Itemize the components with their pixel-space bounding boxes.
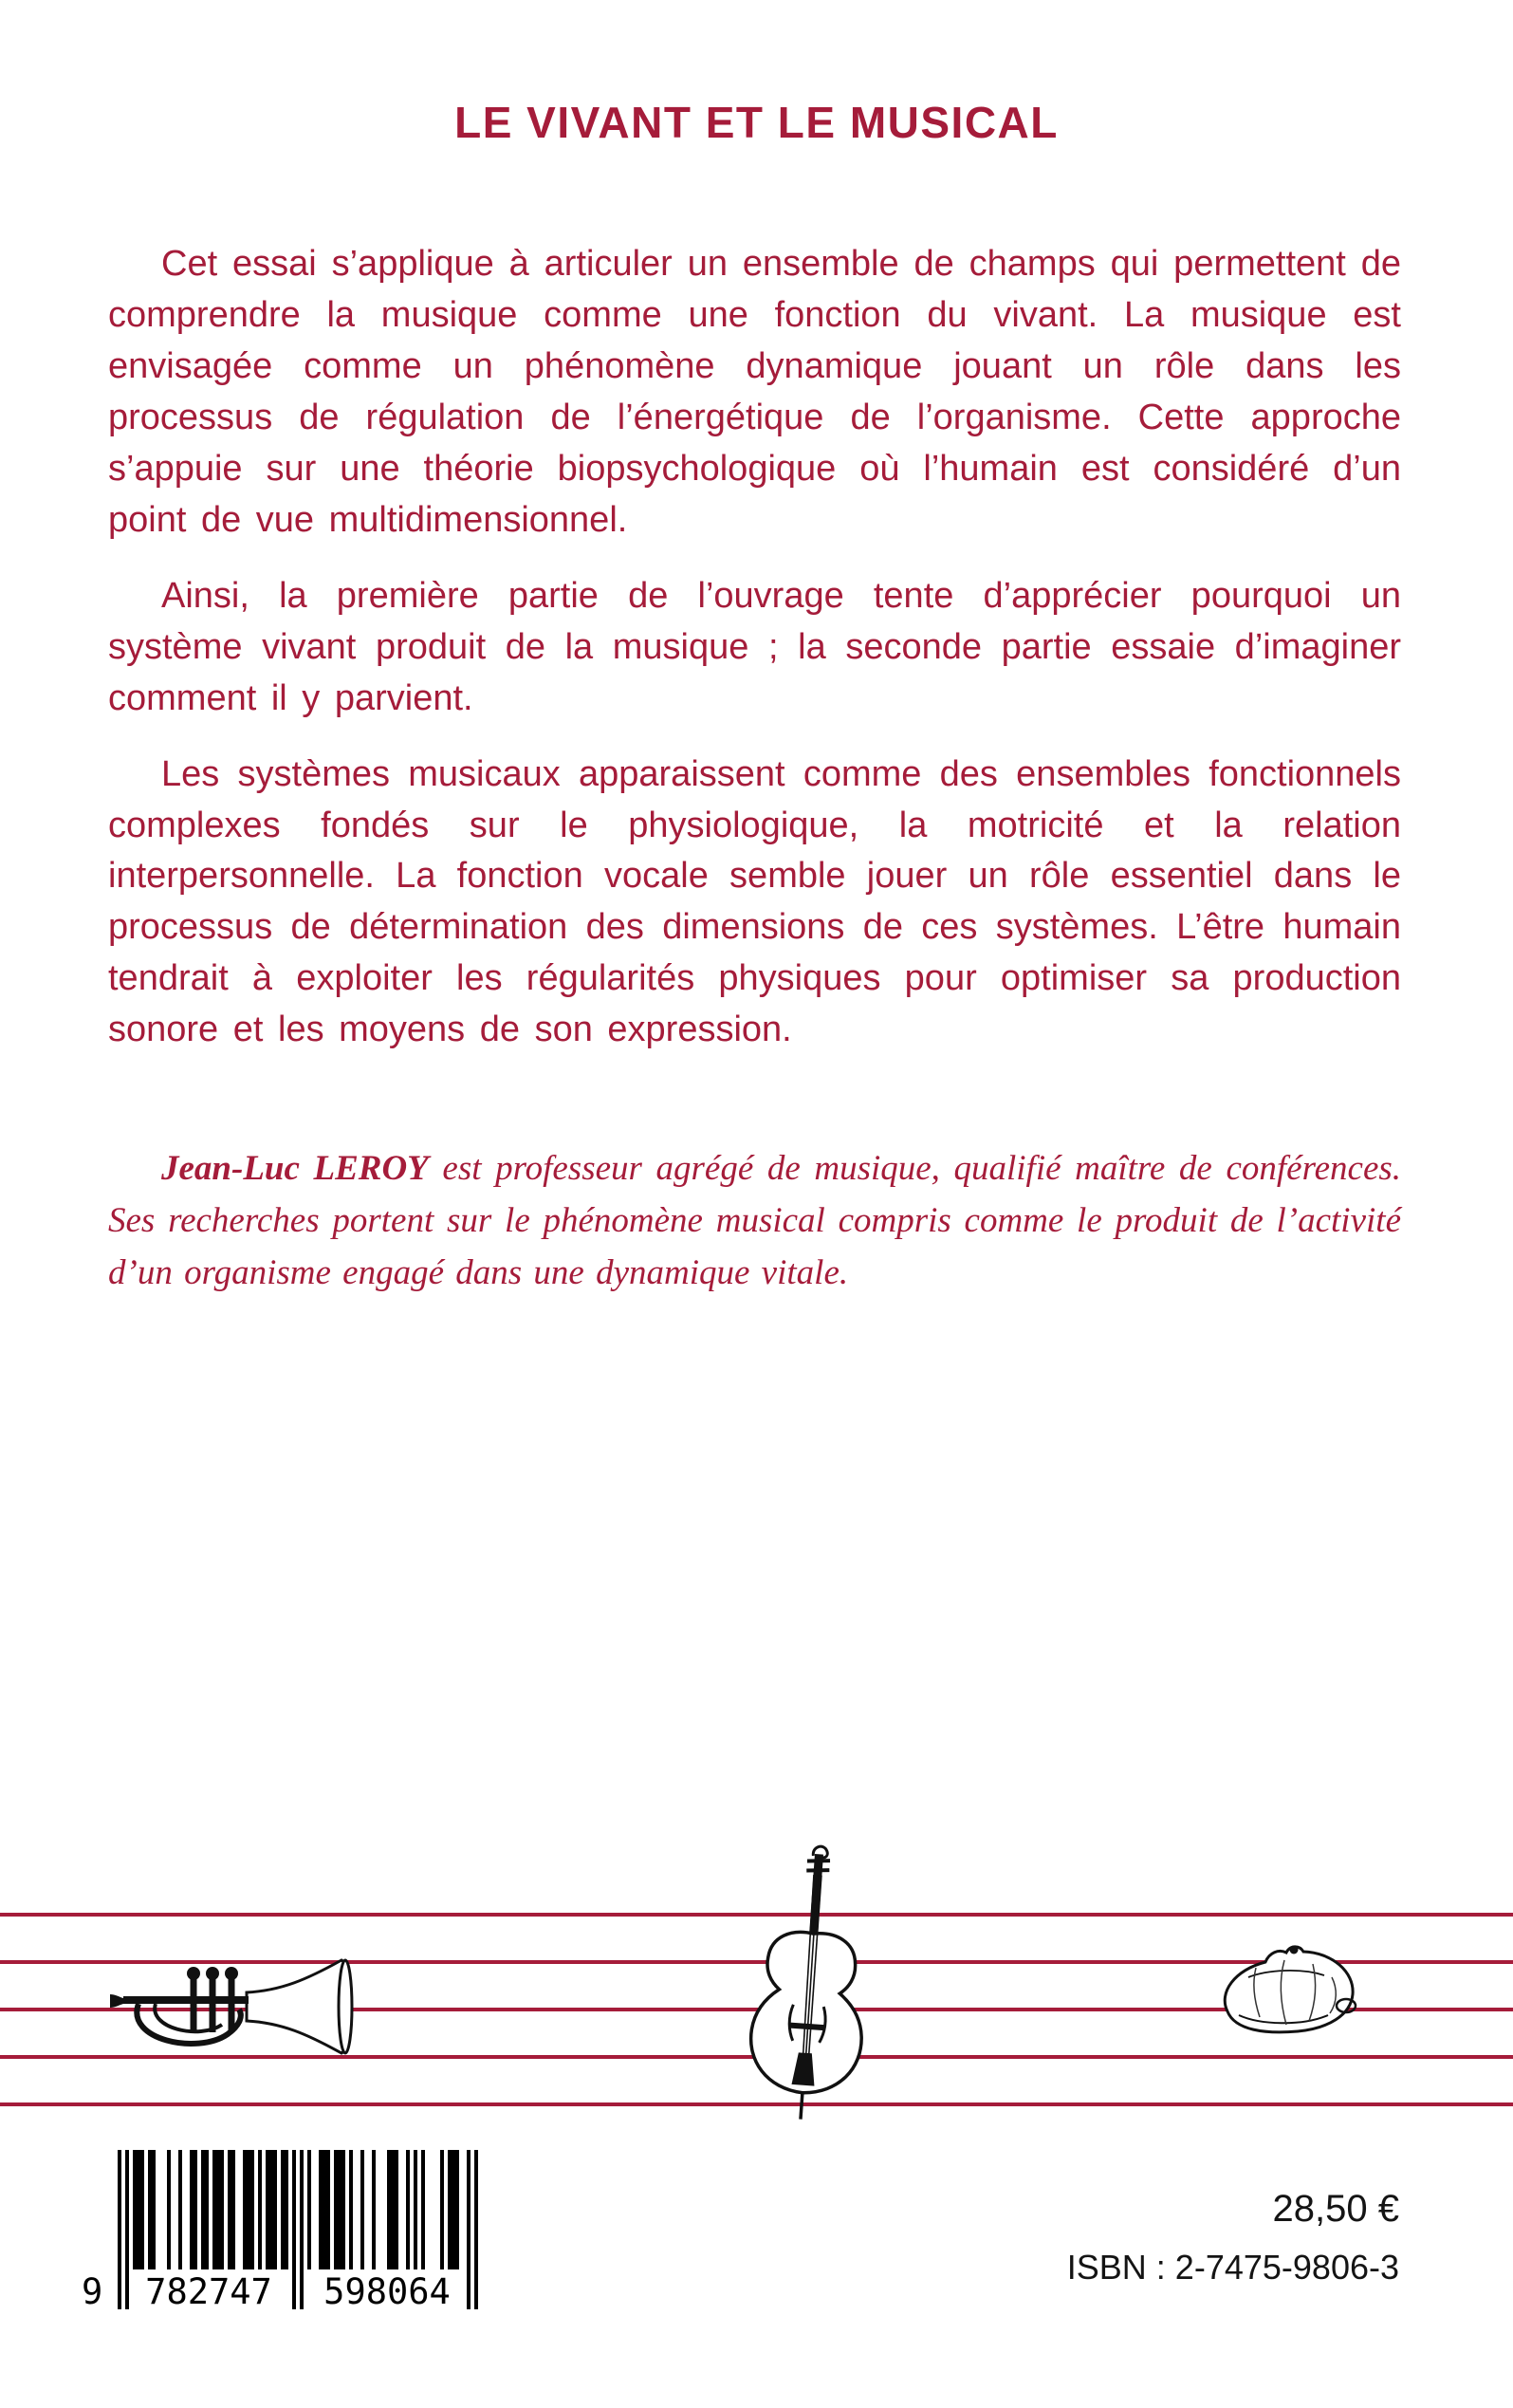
cello-icon [746, 1837, 875, 2129]
price: 28,50 € [1272, 2188, 1399, 2230]
barcode [82, 2150, 478, 2313]
book-title: LE VIVANT ET LE MUSICAL [454, 98, 1059, 147]
synopsis [108, 239, 1401, 1056]
author-name: Jean-Luc LEROY [161, 1149, 429, 1189]
beret-icon [1210, 1936, 1362, 2051]
synopsis-paragraph-2: Ainsi, la première partie de l’ouvrage tente d’apprécier pourquoi un système vivant produit de la musique ; la seconde partie essaie d’imaginer comment il y parvient. [108, 575, 1401, 718]
author-bio [108, 1143, 1401, 1299]
barcode-prefix-digit: 9 [82, 2271, 103, 2312]
isbn: ISBN : 2-7475-9806-3 [1066, 2248, 1399, 2287]
synopsis-paragraph-3: Les systèmes musicaux apparaissent comme des ensembles fonctionnels complexes fondés sur le physiologique, la motricité et la relation interpersonnelle. La fonction vocale semble jouer un rôle essentiel dans le processus de détermination des dimensions de ces systèmes. L’être humain tendrait à exploiter les régularités physiques pour optimiser sa production sonore et les moyens de son expression. [108, 753, 1401, 1050]
author-bio-text: est professeur agrégé de musique, qualifié maître de conférences. Ses recherches portent sur le phénomène musical compris comme le produit de l’activité d’un organisme engagé dans une dynamique vitale. [108, 1149, 1402, 1292]
trumpet-icon [106, 1945, 360, 2070]
price-isbn-block [1067, 2188, 1399, 2288]
barcode-digit-group-2: 598064 [309, 2271, 465, 2313]
synopsis-paragraph-1: Cet essai s’applique à articuler un ensemble de champs qui permettent de comprendre la musique comme une fonction du vivant. La musique est envisagée comme un phénomène dynamique jouant un rôle dans les processus de régulation de l’énergétique de l’organisme. Cette approche s’appuie sur une théorie biopsychologique où l’humain est considéré d’un point de vue multidimensionnel. [108, 244, 1401, 540]
barcode-digit-group-1: 782747 [131, 2271, 286, 2313]
